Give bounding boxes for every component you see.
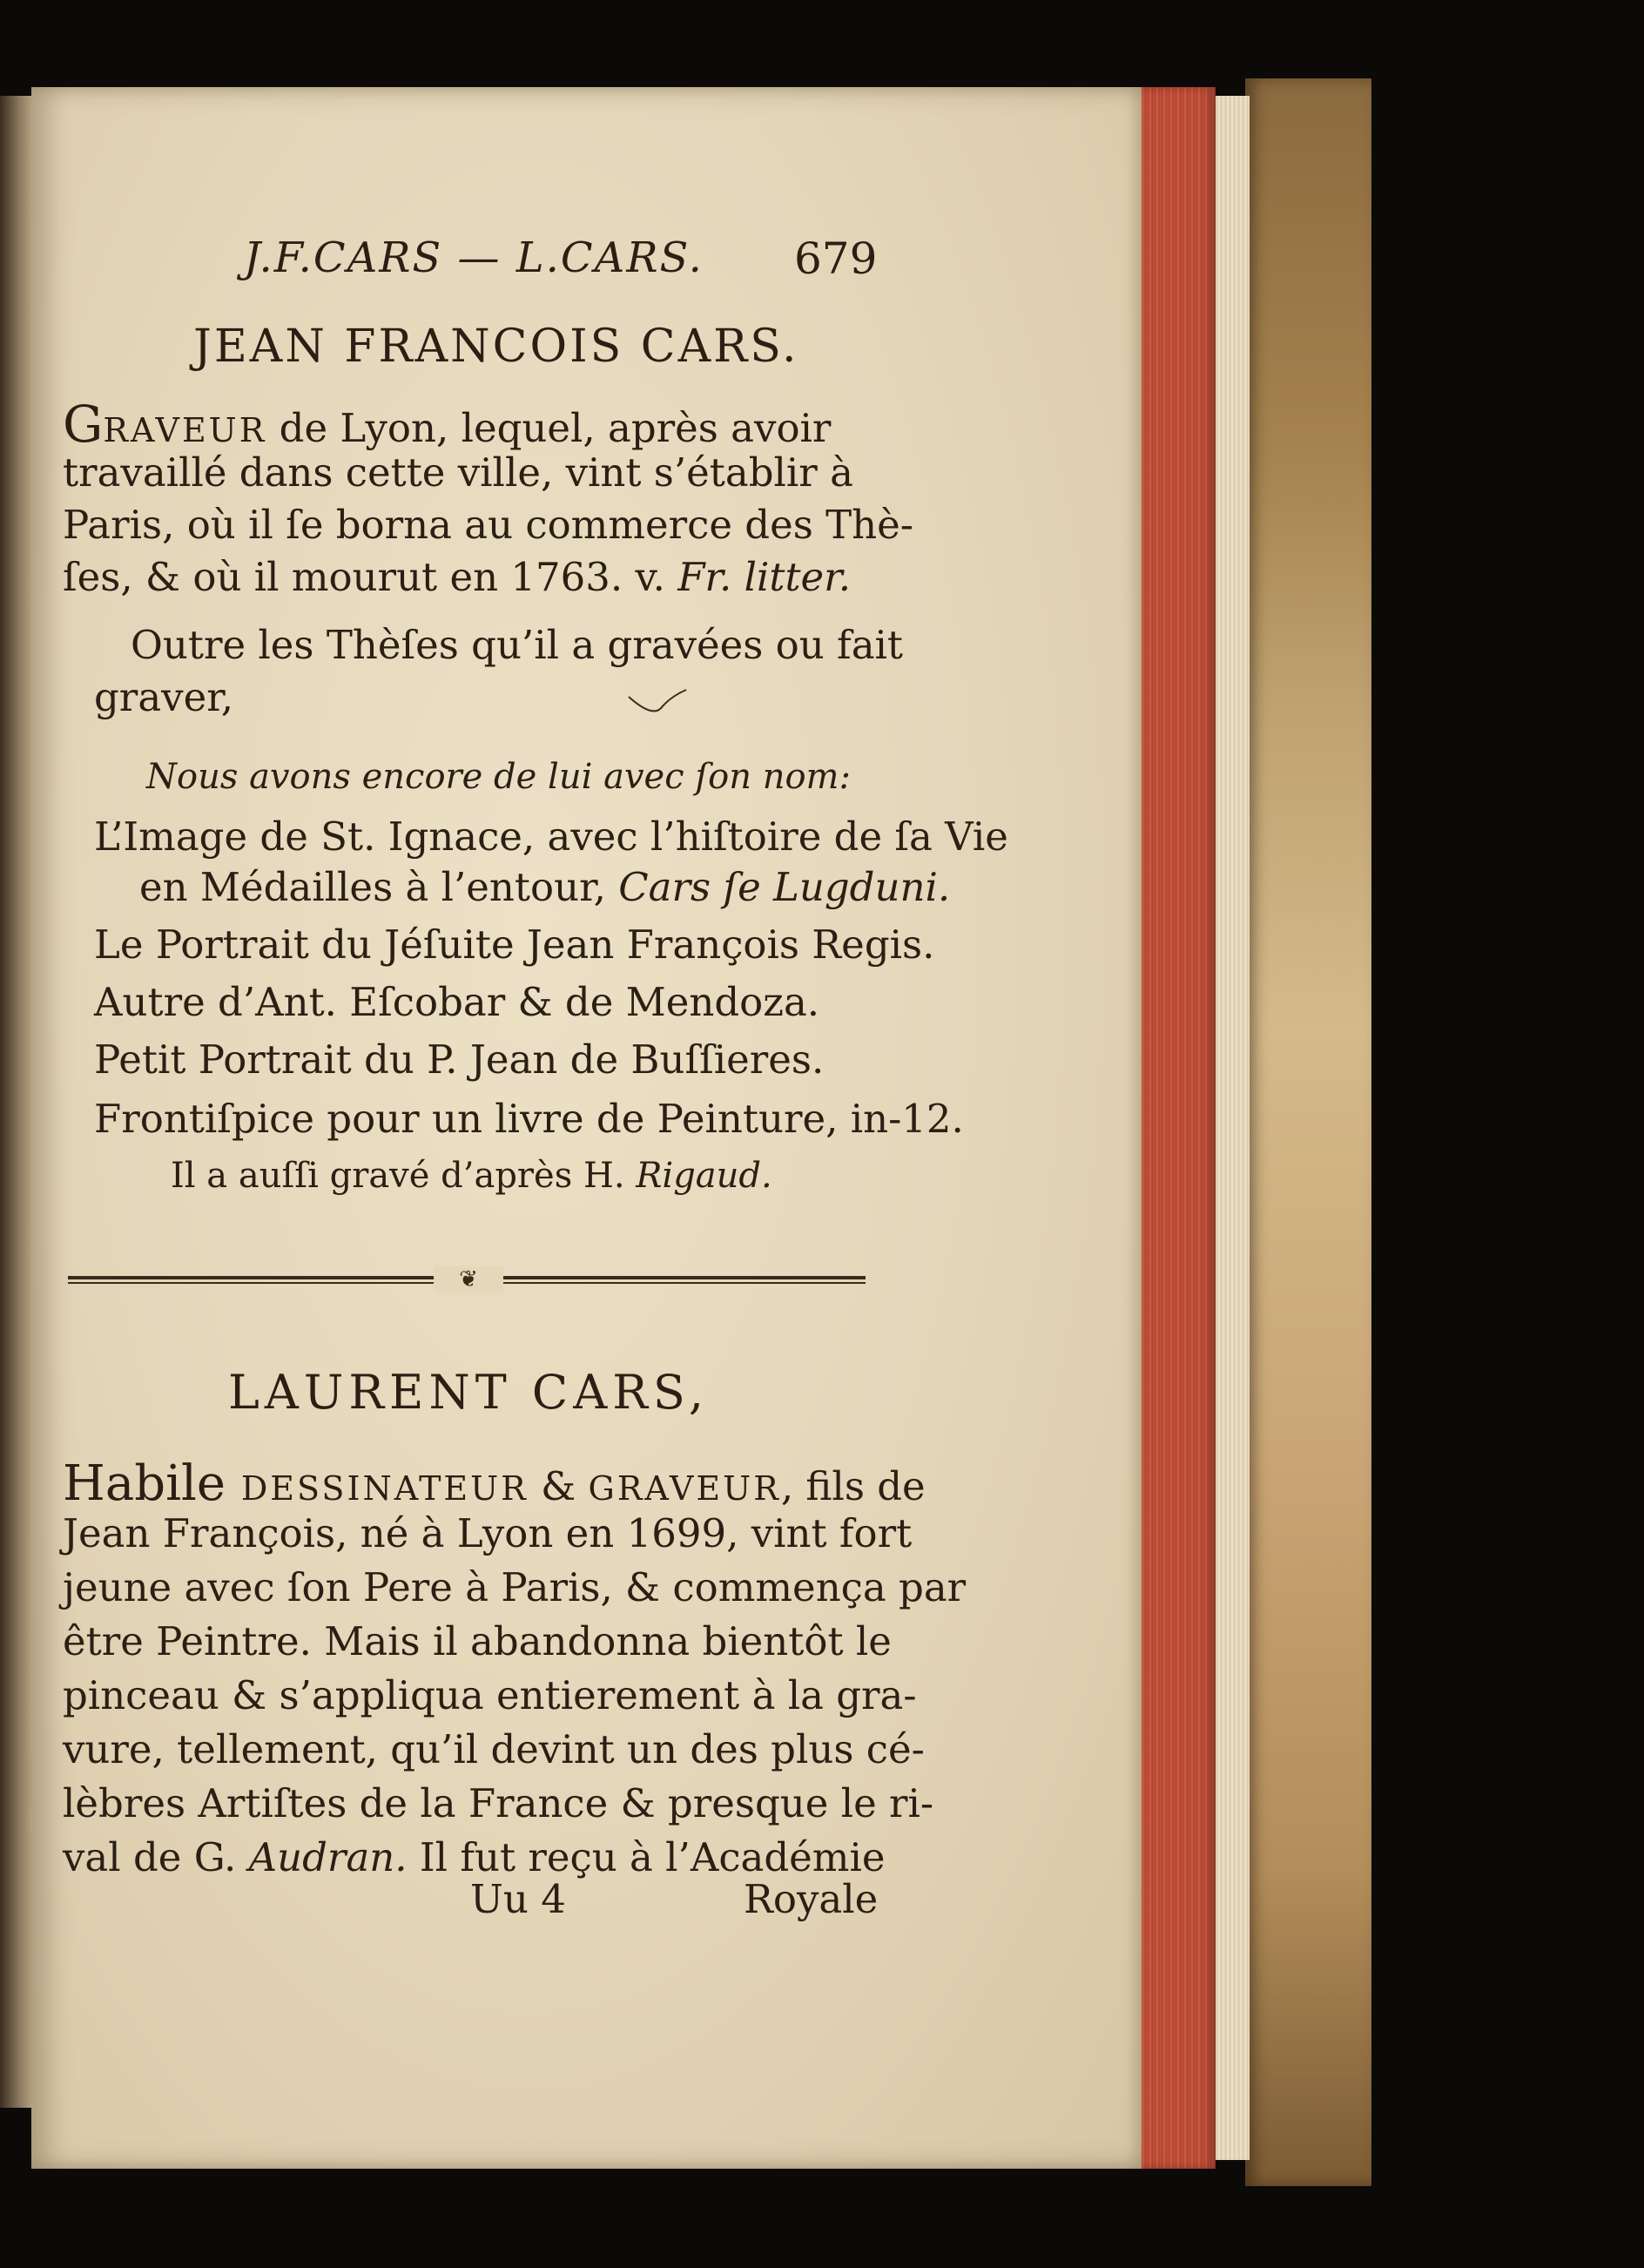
section-title-laurent-cars: LAURENT CARS,: [228, 1365, 710, 1420]
page-block-edge: [1210, 96, 1250, 2160]
previous-page-edge: [0, 96, 33, 2108]
catchword: Royale: [744, 1876, 879, 1922]
drop-initial: G: [63, 395, 104, 454]
section2-line-4: être Peintre. Mais il abandonna bientôt le: [63, 1618, 892, 1664]
section2-line-2: Jean François, né à Lyon en 1699, vint fort: [63, 1510, 913, 1556]
line-text: Il a auſſi gravé d’après H.: [171, 1156, 637, 1196]
list-item-3: Autre d’Ant. Eſcobar & de Mendoza.: [94, 979, 820, 1025]
section2-line-1: [63, 1455, 926, 1512]
italic-name: Rigaud.: [636, 1156, 772, 1196]
line-text: &: [528, 1463, 589, 1509]
italic-name: Audran.: [248, 1834, 408, 1880]
section2-line-6: vure, tellement, qu’il devint un des plus cé-: [63, 1726, 925, 1772]
signature-mark: Uu 4: [470, 1876, 566, 1922]
list-item-2: Le Portrait du Jéſuite Jean François Regis.: [94, 921, 935, 968]
line-text: val de G.: [63, 1834, 249, 1880]
line-text: ſes, & où il mourut en 1763. v.: [63, 554, 678, 600]
running-head: J.F.CARS — L.CARS.: [244, 233, 704, 282]
smallcaps-word: DESSINATEUR: [240, 1469, 529, 1508]
brace-mark: [627, 688, 688, 723]
ornamental-divider: [68, 1266, 866, 1293]
line-text: Habile: [63, 1455, 241, 1512]
italic-reference: Fr. litter.: [677, 554, 852, 600]
section-title-jean-francois-cars: JEAN FRANCOIS CARS.: [193, 321, 799, 373]
paragraph-line-3: Paris, où il ſe borna au commerce des Thè-: [63, 502, 913, 548]
section2-line-8: [63, 1834, 886, 1880]
line-text: Il fut reçu à l’Académie: [407, 1834, 886, 1880]
line-text: de Lyon, lequel, après avoir: [266, 405, 832, 451]
list-item-1-line-1: L’Image de St. Ignace, avec l’hiſtoire de ſa Vie: [94, 813, 1008, 860]
fleuron-ornament-icon: ❦: [434, 1266, 503, 1293]
paragraph2-line-2: graver,: [94, 674, 234, 720]
list-item-4: Petit Portrait du P. Jean de Buſſieres.: [94, 1036, 825, 1083]
page-number: 679: [794, 233, 878, 284]
italic-signature: Cars ſe Lugduni.: [618, 864, 951, 910]
red-page-edges: [1132, 87, 1216, 2169]
paragraph-line-1: [63, 395, 832, 454]
section2-line-7: lèbres Artiſtes de la France & presque le ri-: [63, 1780, 934, 1826]
list-item-1-line-2: [139, 864, 951, 910]
list-item-5: Frontiſpice pour un livre de Peinture, in-12.: [94, 1096, 964, 1142]
paragraph-line-2: travaillé dans cette ville, vint s’établir à: [63, 449, 853, 496]
closing-line: [171, 1156, 772, 1196]
smallcaps-word: RAVEUR: [103, 411, 267, 449]
section2-line-5: pinceau & s’appliqua entierement à la gra-: [63, 1672, 917, 1718]
paragraph-line-4: [63, 554, 852, 600]
book-cover-edge: [1245, 78, 1371, 2186]
line-text: en Médailles à l’entour,: [139, 864, 619, 910]
paragraph2-line-1: Outre les Thèſes qu’il a gravées ou fait: [131, 622, 904, 668]
section2-line-3: jeune avec ſon Pere à Paris, & commença par: [63, 1564, 967, 1610]
smallcaps-word: GRAVEUR: [588, 1469, 781, 1508]
line-text: , fils de: [780, 1463, 926, 1509]
list-subheading: Nous avons encore de lui avec ſon nom:: [146, 757, 851, 797]
